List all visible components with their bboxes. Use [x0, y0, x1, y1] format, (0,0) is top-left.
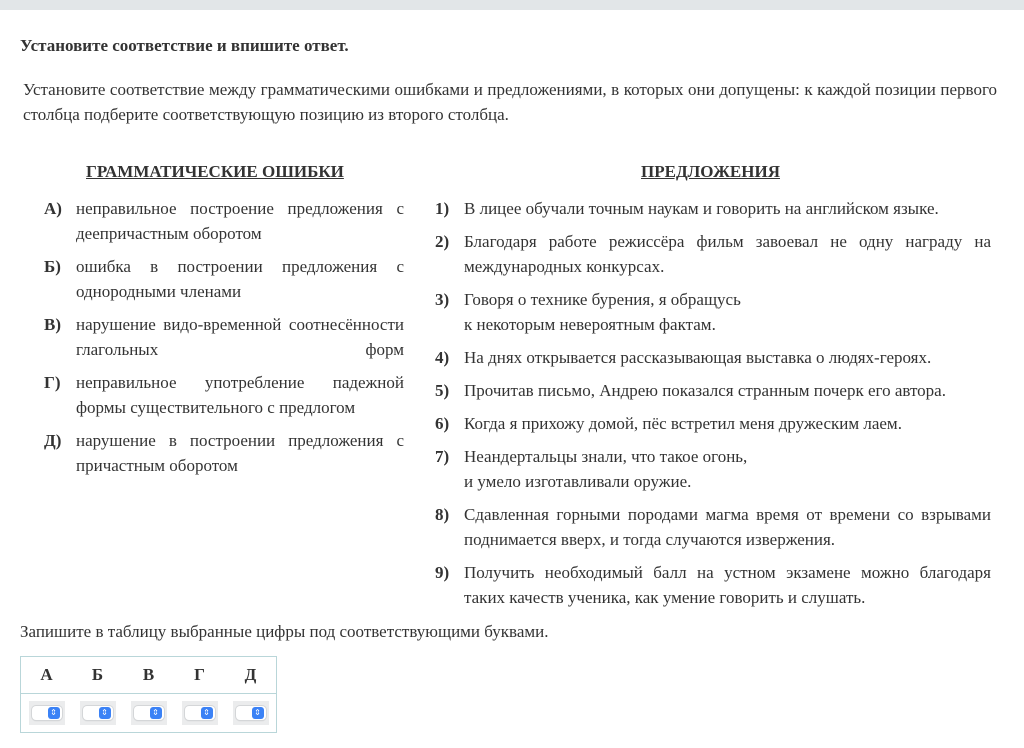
sentence-item-9 — [435, 560, 991, 610]
up-down-chevron-icon[interactable]: ⇕ — [252, 707, 264, 719]
answer-select-g[interactable] — [182, 701, 218, 725]
answer-cell-g — [174, 694, 225, 733]
item-marker: 9) — [435, 563, 450, 582]
answer-column-d: Д — [225, 657, 277, 694]
answer-table — [20, 656, 277, 733]
sentence-item-8 — [435, 502, 991, 552]
sentence-item-5 — [435, 378, 991, 403]
sentence-item-1 — [435, 196, 991, 221]
answer-select-b[interactable] — [80, 701, 116, 725]
select-box[interactable] — [185, 706, 215, 720]
item-text: Неандертальцы знали, что такое огонь, и умело изготавливали оружие. — [464, 447, 748, 491]
item-text: Получить необходимый балл на устном экзамене можно благодаря таких качеств ученика, как умение говорить и слушать. — [464, 563, 991, 607]
item-text: В лицее обучали точным наукам и говорить на английском языке. — [464, 199, 939, 218]
task-title: Установите соответствие и впишите ответ. — [20, 36, 349, 55]
item-text: нарушение видо-временной соотнесённости глагольных форм — [76, 315, 404, 359]
answer-select-a[interactable] — [29, 701, 65, 725]
item-marker: 3) — [435, 290, 450, 309]
answer-column-g: Г — [174, 657, 225, 694]
task-intro: Установите соответствие между грамматическими ошибками и предложениями, в которых они допущены: к каждой позиции первого столбца подберите соответствующую позицию из второго столбца. — [23, 80, 997, 124]
answer-cell-d — [225, 694, 277, 733]
select-box[interactable] — [236, 706, 266, 720]
item-text: Благодаря работе режиссёра фильм завоевал не одну награду на международных конкурсах. — [464, 232, 991, 276]
error-item-b — [44, 254, 404, 304]
answer-column-a: А — [21, 657, 73, 694]
item-marker: 7) — [435, 447, 450, 466]
sentence-item-3 — [435, 287, 991, 337]
item-text: Прочитав письмо, Андрею показался странным почерк его автора. — [464, 381, 946, 400]
error-item-d — [44, 428, 404, 478]
item-marker: Д) — [44, 431, 62, 450]
up-down-chevron-icon[interactable]: ⇕ — [99, 707, 111, 719]
item-marker: 1) — [435, 199, 450, 218]
answer-select-d[interactable] — [233, 701, 269, 725]
item-marker: 4) — [435, 348, 450, 367]
up-down-chevron-icon[interactable]: ⇕ — [201, 707, 213, 719]
item-marker: 6) — [435, 414, 450, 433]
answer-cell-v — [123, 694, 174, 733]
top-bar — [0, 0, 1024, 10]
item-text: Сдавленная горными породами магма время от времени со взрывами поднимается вверх, и тогда случаются извержения. — [464, 505, 991, 549]
answer-column-v: В — [123, 657, 174, 694]
sentence-item-4 — [435, 345, 991, 370]
sentence-item-2 — [435, 229, 991, 279]
item-text: Когда я прихожу домой, пёс встретил меня дружеским лаем. — [464, 414, 902, 433]
answer-select-v[interactable] — [131, 701, 167, 725]
select-box[interactable] — [32, 706, 62, 720]
sentence-item-6 — [435, 411, 991, 436]
select-box[interactable] — [83, 706, 113, 720]
answer-cell-a — [21, 694, 73, 733]
item-text: неправильное употребление падежной формы существительного с предлогом — [76, 373, 404, 417]
answer-column-b: Б — [72, 657, 123, 694]
answer-instruction: Запишите в таблицу выбранные цифры под соответствующими буквами. — [20, 622, 549, 641]
item-text: Говоря о технике бурения, я обращусь к некоторым невероятным фактам. — [464, 290, 741, 334]
up-down-chevron-icon[interactable]: ⇕ — [48, 707, 60, 719]
error-item-v — [44, 312, 404, 362]
sentence-item-7 — [435, 444, 991, 494]
errors-heading: ГРАММАТИЧЕСКИЕ ОШИБКИ — [86, 162, 344, 181]
item-marker: В) — [44, 315, 61, 334]
item-text: ошибка в построении предложения с однородными членами — [76, 257, 404, 301]
item-text: неправильное построение предложения с деепричастным оборотом — [76, 199, 404, 243]
sentences-list — [435, 196, 991, 618]
select-box[interactable] — [134, 706, 164, 720]
sentences-heading: ПРЕДЛОЖЕНИЯ — [641, 162, 780, 181]
item-marker: 8) — [435, 505, 450, 524]
item-text: нарушение в построении предложения с причастным оборотом — [76, 431, 404, 475]
item-marker: А) — [44, 199, 62, 218]
answer-select-row — [21, 694, 277, 733]
error-item-a — [44, 196, 404, 246]
item-marker: Б) — [44, 257, 61, 276]
answer-cell-b — [72, 694, 123, 733]
answer-header-row — [21, 657, 277, 694]
error-item-g — [44, 370, 404, 420]
item-marker: 5) — [435, 381, 450, 400]
item-text: На днях открывается рассказывающая выставка о людях-героях. — [464, 348, 932, 367]
up-down-chevron-icon[interactable]: ⇕ — [150, 707, 162, 719]
item-marker: 2) — [435, 232, 450, 251]
errors-list — [44, 196, 404, 486]
item-marker: Г) — [44, 373, 61, 392]
